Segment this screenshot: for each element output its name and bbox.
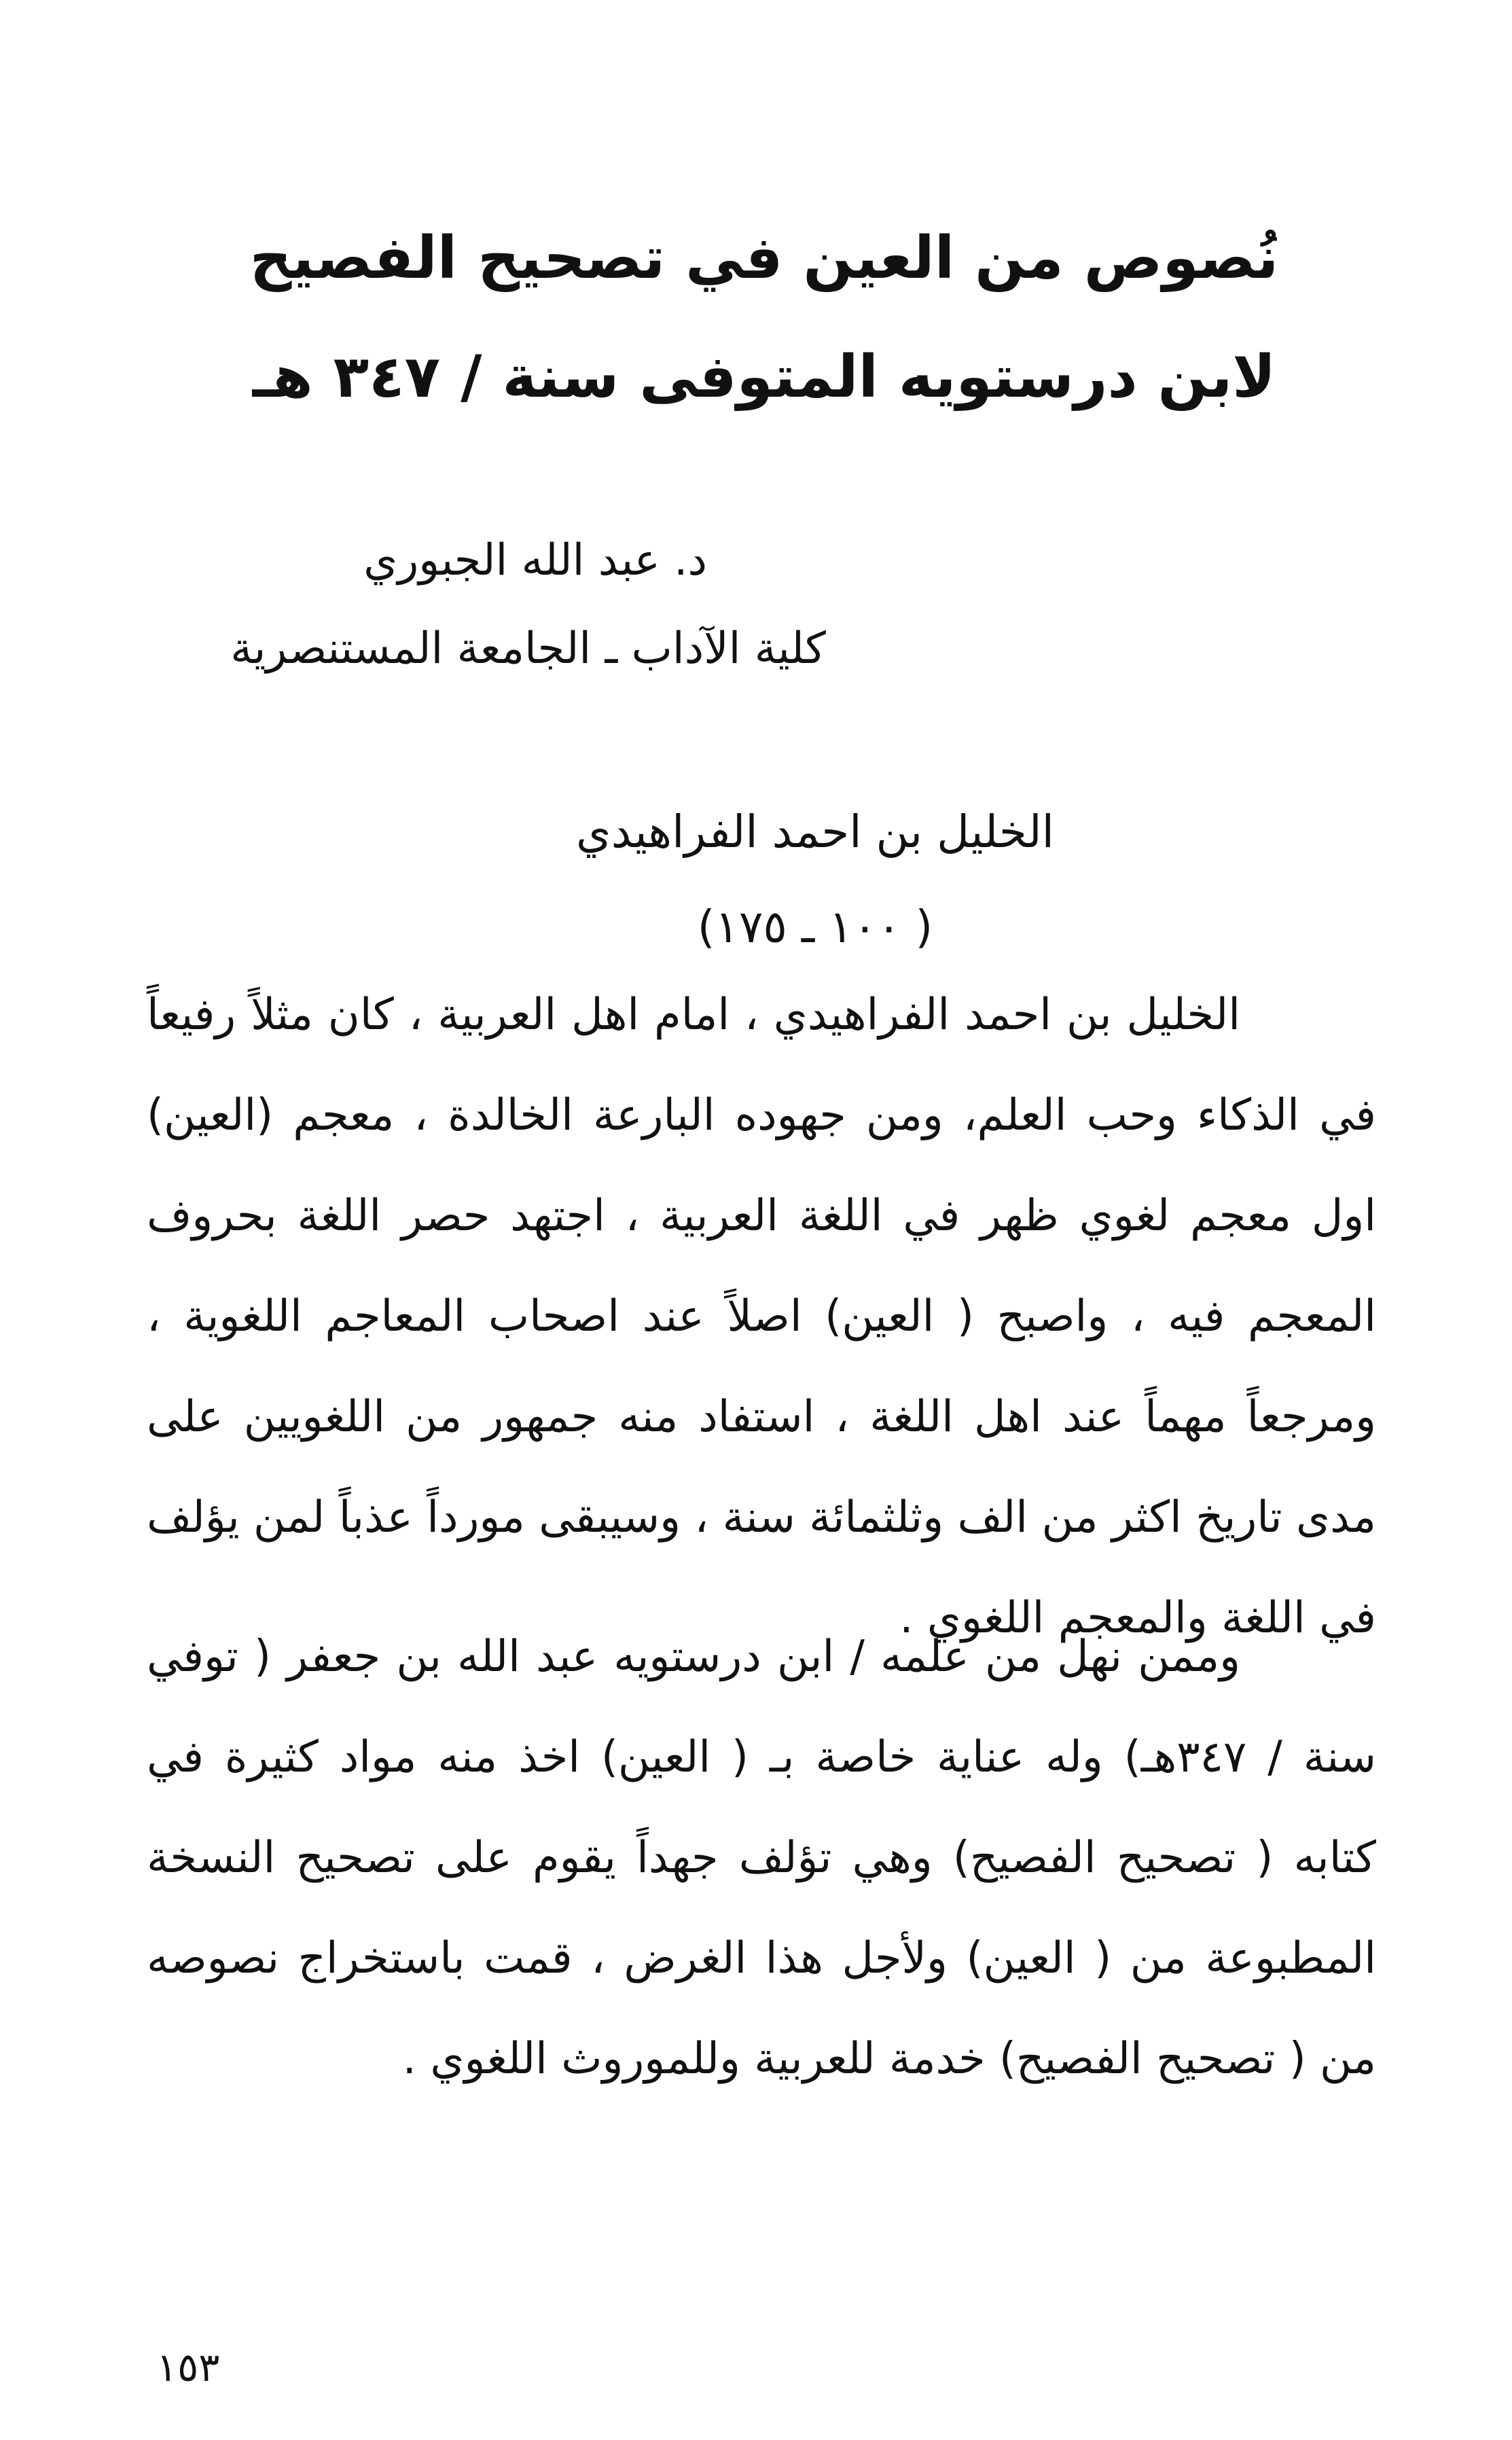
author-name: د. عبد الله الجبوري [363, 535, 707, 586]
section-heading: الخليل بن احمد الفراهيدي [576, 806, 1054, 858]
page-number: ١٥٣ [156, 2344, 220, 2390]
author-affiliation: كلية الآداب ـ الجامعة المستنصرية [230, 624, 826, 674]
article-title-line-2: لابن درستويه المتوفى سنة / ٣٤٧ هـ [252, 343, 1276, 411]
article-title-line-1: نُصوص من العين في تصحيح الفصيح [249, 224, 1279, 292]
body-paragraph-1: الخليل بن احمد الفراهيدي ، امام اهل العربية ، كان مثلاً رفيعاً في الذكاء وحب العلم، ومن جهوده البارعة الخالدة ، معجم (العين) اول معجم لغوي ظهر في اللغة العربية ، اجتهد حصر اللغة بحروف المعجم فيه ، واصبح ( العين) اصلاً عند اصحاب المعاجم اللغوية ، ومرجعاً مهماً عند اهل اللغة ، استفاد منه جمهور من اللغويين على مدى تاريخ اكثر من الف وثلثمائة سنة ، وسيبقى مورداً عذباً لمن يؤلف في اللغة والمعجم اللغوي . [147, 990, 1376, 1643]
section-dates: ( ١٠٠ ـ ١٧٥) [697, 901, 933, 953]
body-paragraph-2: وممن نهل من علمه / ابن درستويه عبد الله بن جعفر ( توفي سنة / ٣٤٧هـ) وله عناية خاصة بـ ( العين) اخذ منه مواد كثيرة في كتابه ( تصحيح الفصيح) وهي تؤلف جهداً يقوم على تصحيح النسخة المطبوعة من ( العين) ولأجل هذا الغرض ، قمت باستخراج نصوصه من ( تصحيح الفصيح) خدمة للعربية وللموروث اللغوي . [147, 1632, 1377, 2084]
